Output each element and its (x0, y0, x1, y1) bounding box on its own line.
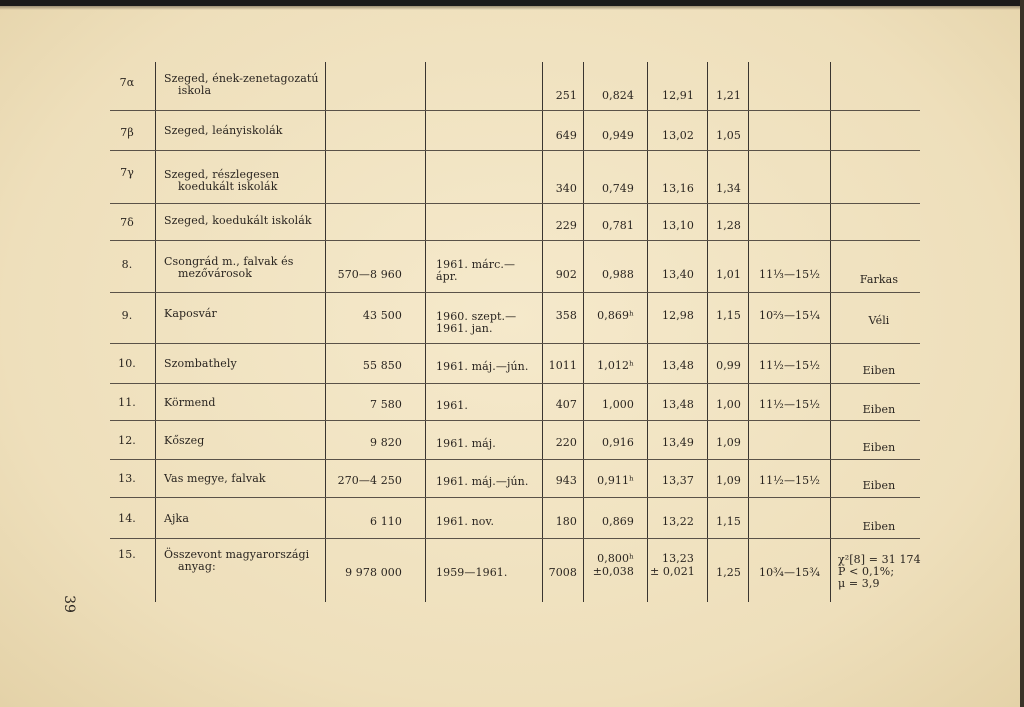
sample-size: 229 (555, 219, 577, 232)
age-range: 11½—15½ (758, 359, 821, 372)
total-mean: ± 0,021 (650, 565, 695, 578)
sd-value: 1,05 (716, 129, 741, 142)
population: 570—8 960 (337, 268, 402, 281)
place-name: Szeged, koedukált iskolák (164, 214, 312, 227)
ratio-value: 0,869 (602, 515, 634, 528)
row-number: 12. (118, 434, 136, 447)
author-name: Eiben (862, 479, 896, 492)
total-date: 1959—1961. (436, 566, 508, 579)
sd-value: 1,01 (716, 268, 741, 281)
sample-size: 220 (555, 436, 577, 449)
total-place: Összevont magyarországi (164, 548, 310, 561)
author-name: Eiben (862, 441, 896, 454)
row-number: 7δ (120, 216, 134, 229)
row-rule (110, 110, 920, 111)
sd-value: 1,28 (716, 219, 741, 232)
mean-value: 13,16 (662, 182, 694, 195)
sample-size: 358 (555, 309, 577, 322)
place-name: Körmend (164, 396, 216, 409)
place-name: Csongrád m., falvak és (164, 255, 294, 268)
place-name: Szeged, részlegesen (164, 168, 280, 181)
row-rule (110, 459, 920, 460)
place-name: koedukált iskolák (178, 180, 278, 193)
survey-date: ápr. (436, 270, 458, 283)
author-name: Farkas (859, 273, 899, 286)
place-name: Kőszeg (164, 434, 205, 447)
column-rule (155, 62, 156, 602)
sample-size: 1011 (548, 359, 577, 372)
sd-value: 0,99 (716, 359, 741, 372)
column-rule (647, 62, 648, 602)
sd-value: 1,00 (716, 398, 741, 411)
author-name: Eiben (862, 520, 896, 533)
sd-value: 1,09 (716, 436, 741, 449)
mean-value: 13,48 (662, 398, 694, 411)
author-name: Eiben (862, 403, 896, 416)
chi-square-stats: μ = 3,9 (838, 577, 880, 590)
total-age-range: 10¾—15¾ (758, 566, 821, 579)
age-range: 11½—15½ (758, 474, 821, 487)
ratio-value: 0,824 (602, 89, 634, 102)
sample-size: 340 (555, 182, 577, 195)
sample-size: 180 (555, 515, 577, 528)
ratio-value: 0,916 (602, 436, 634, 449)
column-rule (583, 62, 584, 602)
total-place: anyag: (178, 560, 216, 573)
total-population: 9 978 000 (345, 566, 402, 579)
column-rule (542, 62, 543, 602)
row-rule (110, 292, 920, 293)
mean-value: 12,91 (662, 89, 694, 102)
total-ratio: ±0,038 (592, 565, 634, 578)
survey-date: 1961. (436, 399, 468, 412)
population: 55 850 (362, 359, 402, 372)
row-rule (110, 538, 920, 539)
row-rule (110, 383, 920, 384)
row-number: 8. (121, 258, 133, 271)
ratio-value: 1,012ʰ (597, 359, 634, 372)
population: 6 110 (370, 515, 402, 528)
mean-value: 13,48 (662, 359, 694, 372)
row-number: 7γ (120, 166, 134, 179)
ratio-value: 0,949 (602, 129, 634, 142)
total-ratio: 0,800ʰ (597, 552, 634, 565)
age-range: 11⅓—15½ (758, 268, 821, 281)
place-name: Kaposvár (164, 307, 217, 320)
place-name: Szeged, leányiskolák (164, 124, 283, 137)
ratio-value: 0,781 (602, 219, 634, 232)
sample-size: 943 (555, 474, 577, 487)
mean-value: 13,37 (662, 474, 694, 487)
scan-top-shadow (0, 6, 1024, 10)
population: 270—4 250 (337, 474, 402, 487)
population: 43 500 (362, 309, 402, 322)
column-rule (325, 62, 326, 602)
row-number: 13. (118, 472, 136, 485)
sample-size: 407 (555, 398, 577, 411)
place-name: iskola (178, 84, 212, 97)
population: 9 820 (370, 436, 402, 449)
total-sd: 1,25 (716, 566, 741, 579)
mean-value: 12,98 (662, 309, 694, 322)
sample-size: 251 (555, 89, 577, 102)
chi-square-stats: P < 0,1%; (838, 565, 895, 578)
survey-date: 1961. márc.— (436, 258, 516, 271)
author-name: Véli (868, 314, 890, 327)
survey-date: 1961. máj. (436, 437, 496, 450)
age-range: 11½—15½ (758, 398, 821, 411)
place-name: Vas megye, falvak (164, 472, 266, 485)
mean-value: 13,02 (662, 129, 694, 142)
scan-right-edge (1020, 0, 1024, 707)
row-rule (110, 203, 920, 204)
mean-value: 13,22 (662, 515, 694, 528)
survey-date: 1961. jan. (436, 322, 493, 335)
ratio-value: 0,869ʰ (597, 309, 634, 322)
row-rule (110, 240, 920, 241)
page-number: 39 (61, 595, 77, 613)
row-rule (110, 343, 920, 344)
ratio-value: 0,911ʰ (597, 474, 634, 487)
sd-value: 1,15 (716, 309, 741, 322)
ratio-value: 0,749 (602, 182, 634, 195)
column-rule (748, 62, 749, 602)
total-row-number: 15. (118, 548, 136, 561)
place-name: Ajka (164, 512, 189, 525)
survey-date: 1961. nov. (436, 515, 495, 528)
total-sample-size: 7008 (548, 566, 577, 579)
row-rule (110, 497, 920, 498)
sd-value: 1,21 (716, 89, 741, 102)
mean-value: 13,40 (662, 268, 694, 281)
column-rule (707, 62, 708, 602)
sd-value: 1,15 (716, 515, 741, 528)
column-rule (425, 62, 426, 602)
total-mean: 13,23 (662, 552, 694, 565)
survey-date: 1961. máj.—jún. (436, 360, 529, 373)
sd-value: 1,34 (716, 182, 741, 195)
mean-value: 13,49 (662, 436, 694, 449)
row-rule (110, 420, 920, 421)
age-range: 10⅔—15¼ (758, 309, 821, 322)
ratio-value: 0,988 (602, 268, 634, 281)
place-name: Szombathely (164, 357, 237, 370)
row-number: 9. (121, 309, 133, 322)
survey-date: 1960. szept.— (436, 310, 517, 323)
ratio-value: 1,000 (602, 398, 634, 411)
row-number: 11. (118, 396, 136, 409)
population: 7 580 (370, 398, 402, 411)
sd-value: 1,09 (716, 474, 741, 487)
sample-size: 902 (555, 268, 577, 281)
row-number: 10. (118, 357, 136, 370)
row-rule (110, 150, 920, 151)
place-name: Szeged, ének-zenetagozatú (164, 72, 319, 85)
survey-date: 1961. máj.—jún. (436, 475, 529, 488)
chi-square-stats: χ²[8] = 31 174 (838, 553, 921, 566)
row-number: 14. (118, 512, 136, 525)
column-rule (830, 62, 831, 602)
row-number: 7α (119, 76, 135, 89)
place-name: mezővárosok (178, 267, 253, 280)
row-number: 7β (120, 126, 134, 139)
sample-size: 649 (555, 129, 577, 142)
mean-value: 13,10 (662, 219, 694, 232)
author-name: Eiben (862, 364, 896, 377)
